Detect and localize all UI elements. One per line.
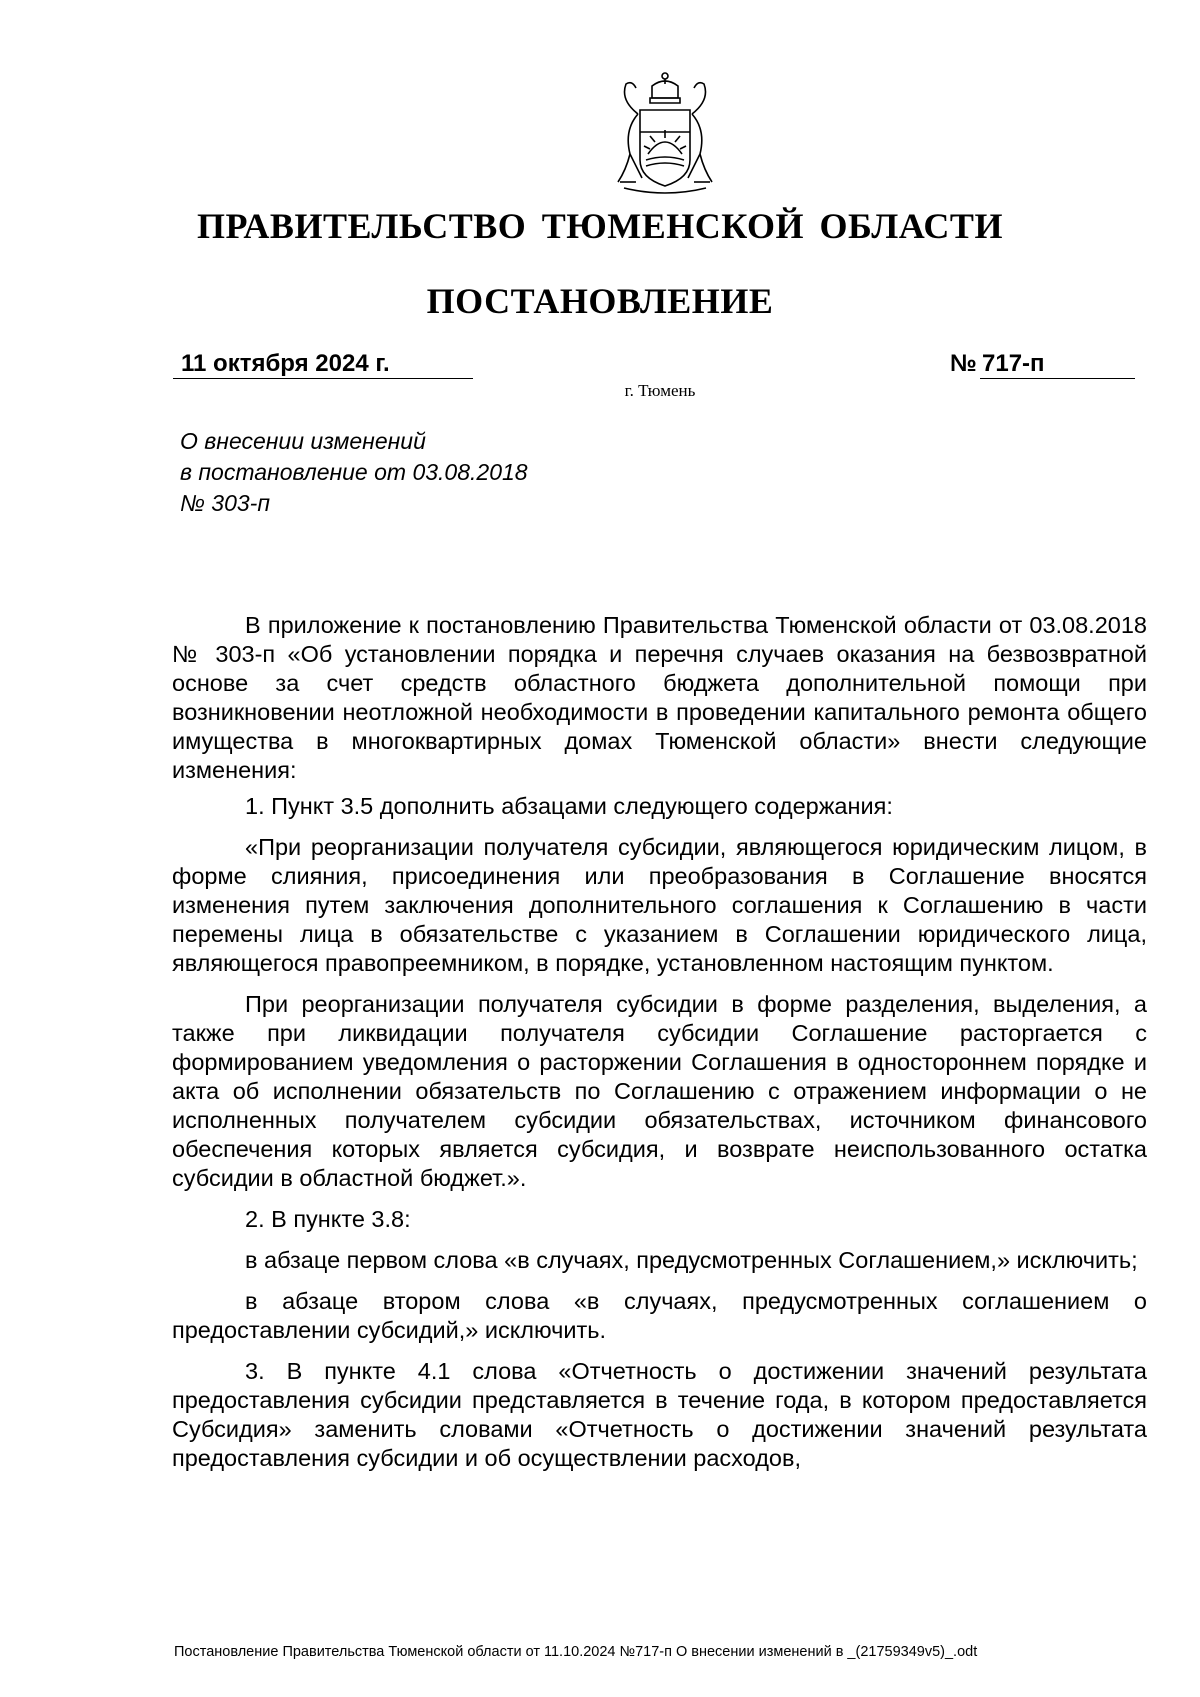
body-paragraph: В приложение к постановлению Правительства Тюменской области от 03.08.2018 № 303-п «Об установлении порядка и перечня случаев оказания на безвозвратной основе за счет средств областного бюджета дополнительной помощи при возникновении неотложной необходимости в проведении капитального ремонта общего имущества в многоквартирных домах Тюменской области» внести следующие изменения: <box>172 612 1147 783</box>
subject-line: в постановление от 03.08.2018 <box>180 459 528 485</box>
coat-of-arms-icon <box>590 70 740 194</box>
document-number-block <box>950 350 1135 379</box>
subject-line: О внесении изменений <box>180 428 426 454</box>
number-sign: № <box>950 350 977 377</box>
body-paragraph: 2. В пункте 3.8: <box>245 1206 411 1232</box>
body-paragraph: в абзаце втором слова «в случаях, предусмотренных соглашением о предоставлении субсидий,» исключить. <box>172 1288 1147 1343</box>
document-type-title: ПОСТАНОВЛЕНИЕ <box>426 281 774 321</box>
page-footer: Постановление Правительства Тюменской области от 11.10.2024 №717-п О внесении изменений в _(21759349v5)_.odt <box>174 1644 978 1660</box>
subject-line: № 303-п <box>180 490 270 516</box>
body-paragraph: При реорганизации получателя субсидии в форме разделения, выделения, а также при ликвидации получателя субсидии Соглашение расторгается с формированием уведомления о расторжении Соглашения в одностороннем порядке и акта об исполнении обязательств по Соглашению с отражением информации о не исполненных получателем субсидии обязательствах, источником финансового обеспечения которых является субсидия, и возврате неиспользованного остатка субсидии в областной бюджет.». <box>172 991 1147 1191</box>
document-date: 11 октября 2024 г. <box>173 350 473 379</box>
body-paragraph: 1. Пункт 3.5 дополнить абзацами следующего содержания: <box>245 793 893 819</box>
body-paragraph: 3. В пункте 4.1 слова «Отчетность о достижении значений результата предоставления субсидии представляется в течение года, в котором предоставляется Субсидия» заменить словами «Отчетность о достижении значений результата предоставления субсидии и об осуществлении расходов, <box>172 1358 1147 1471</box>
organization-title: ПРАВИТЕЛЬСТВО ТЮМЕНСКОЙ ОБЛАСТИ <box>197 206 1003 246</box>
document-body <box>172 611 1147 1485</box>
subject-block <box>180 426 528 519</box>
document-number: 717-п <box>980 350 1135 379</box>
body-paragraph: «При реорганизации получателя субсидии, являющегося юридическим лицом, в форме слияния, присоединения или преобразования в Соглашение вносятся изменения путем заключения дополнительного соглашения к Соглашению в части перемены лица в обязательстве с указанием в Соглашении юридического лица, являющегося правопреемником, в порядке, установленном настоящим пунктом. <box>172 834 1147 976</box>
city-label: г. Тюмень <box>624 381 696 400</box>
body-paragraph: в абзаце первом слова «в случаях, предусмотренных Соглашением,» исключить; <box>245 1247 1138 1273</box>
